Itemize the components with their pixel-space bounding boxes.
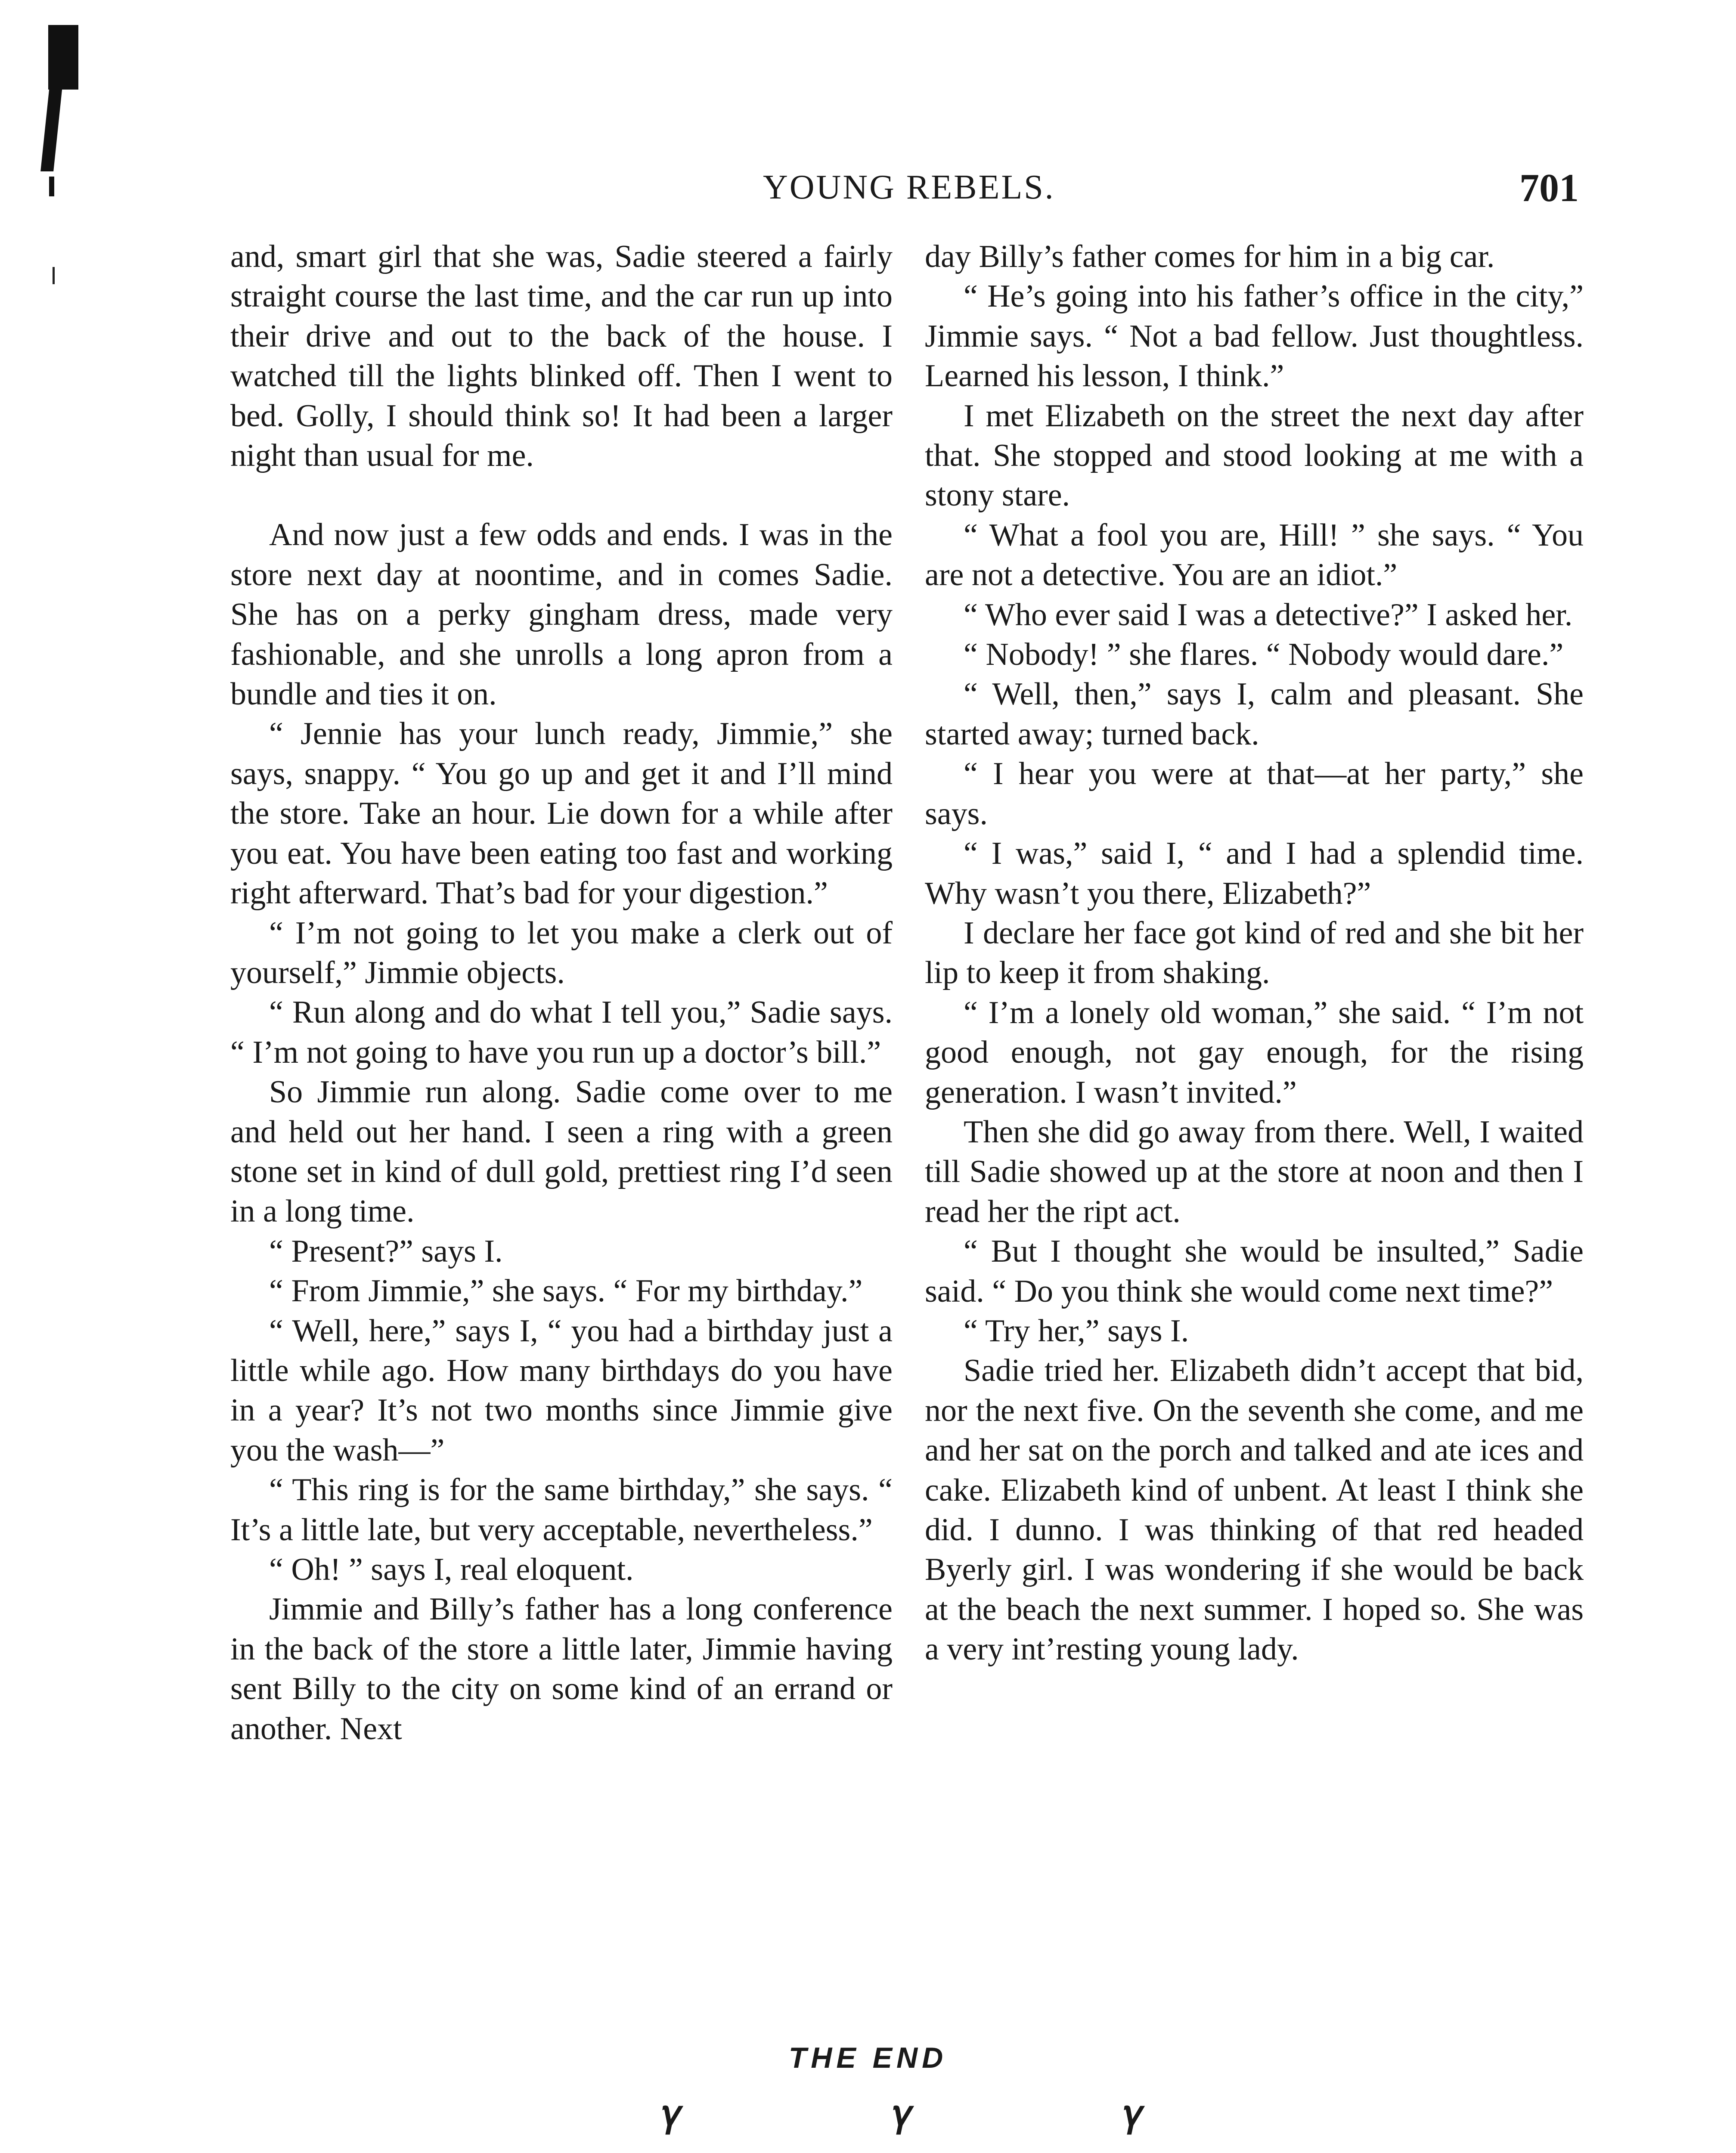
paragraph: I met Elizabeth on the street the next day after that. She stopped and stood looking at me with a stony stare. [925, 398, 1584, 513]
paragraph: “ What a fool you are, Hill! ” she says. “ You are not a detective. You are an idiot.” [925, 517, 1584, 593]
ornament-icon: 𝛾 [663, 2093, 682, 2135]
paragraph: “ Well, here,” says I, “ you had a birthday just a little while ago. How many birthdays do you have in a year? It’s not two months since Jimmie give you the wash—” [230, 1313, 893, 1468]
paragraph: “ But I thought she would be insulted,” Sadie said. “ Do you think she would come next time?” [925, 1234, 1584, 1309]
paragraph: “ Present?” says I. [269, 1233, 503, 1269]
ornament-icon: 𝛾 [1124, 2093, 1144, 2135]
paragraph: “ He’s going into his father’s office in the city,” Jimmie says. “ Not a bad fellow. Just thoughtless. Learned his lesson, I think.” [925, 279, 1584, 394]
paragraph: “ Jennie has your lunch ready, Jimmie,” she says, snappy. “ You go up and get it and I’ll mind the store. Take an hour. Lie down for a while after you eat. You have been eating too fast and working right afterward. That’s bad for your digestion.” [230, 716, 893, 911]
paragraph: “ Who ever said I was a detective?” I asked her. [964, 597, 1573, 633]
right-column [925, 237, 1584, 2037]
scan-edge-mark [48, 25, 78, 90]
paragraph: Jimmie and Billy’s father has a long conference in the back of the store a little later, Jimmie having sent Billy to the city on some kind of an errand or another. Next [230, 1591, 893, 1747]
paragraph: “ Try her,” says I. [964, 1313, 1189, 1349]
paragraph: “ Run along and do what I tell you,” Sadie says. “ I’m not going to have you run up a doctor’s bill.” [230, 995, 893, 1070]
paragraph: “ I’m not going to let you make a clerk out of yourself,” Jimmie objects. [230, 915, 893, 990]
paragraph: “ From Jimmie,” she says. “ For my birthday.” [269, 1273, 863, 1309]
paragraph: and, smart girl that she was, Sadie steered a fairly straight course the last time, and the car run up into their drive and out to the back of the house. I watched till the lights blinked off. Then I went to bed. Golly, I should think so! It had been a larger night than usual for me. [230, 239, 893, 474]
paragraph: “ I was,” said I, “ and I had a splendid time. Why wasn’t you there, Elizabeth?” [925, 836, 1584, 911]
scan-edge-mark [53, 267, 55, 284]
paragraph: day Billy’s father comes for him in a big car. [925, 239, 1495, 274]
left-column [230, 237, 893, 2037]
scan-edge-mark [49, 177, 54, 196]
ornament-row [659, 2093, 1175, 2136]
paragraph: So Jimmie run along. Sadie come over to me and held out her hand. I seen a ring with a green stone set in kind of dull gold, prettiest ring I’d seen in a long time. [230, 1074, 893, 1229]
paragraph: And now just a few odds and ends. I was in the store next day at noontime, and in comes Sadie. She has on a perky gingham dress, made very fashionable, and she unrolls a long apron from a bundle and ties it on. [230, 517, 893, 712]
paragraph: Sadie tried her. Elizabeth didn’t accept that bid, nor the next five. On the seventh she come, and me and her sat on the porch and talked and ate ices and cake. Elizabeth kind of unbent. At least I think she did. I dunno. I was thinking of that red headed Byerly girl. I was wondering if she would be back at the beach the next summer. I hoped so. She was a very int’resting young lady. [925, 1353, 1584, 1667]
paragraph: I declare her face got kind of red and she bit her lip to keep it from shaking. [925, 915, 1584, 991]
page-number: 701 [1519, 166, 1579, 210]
paragraph: “ I’m a lonely old woman,” she said. “ I’m not good enough, not gay enough, for the rising generation. I wasn’t invited.” [925, 995, 1584, 1110]
paragraph: Then she did go away from there. Well, I waited till Sadie showed up at the store at noon and then I read her the ript act. [925, 1114, 1584, 1229]
running-head: YOUNG REBELS. [763, 168, 1055, 206]
paragraph: “ Oh! ” says I, real eloquent. [269, 1552, 634, 1587]
paragraph: “ Well, then,” says I, calm and pleasant. She started away; turned back. [925, 676, 1584, 752]
the-end-label: THE END [788, 2041, 948, 2074]
paragraph: “ Nobody! ” she flares. “ Nobody would dare.” [964, 637, 1564, 673]
paragraph: “ I hear you were at that—at her party,” she says. [925, 756, 1584, 831]
ornament-icon: 𝛾 [893, 2093, 913, 2135]
paragraph: “ This ring is for the same birthday,” she says. “ It’s a little late, but very acceptable, nevertheless.” [230, 1472, 893, 1548]
